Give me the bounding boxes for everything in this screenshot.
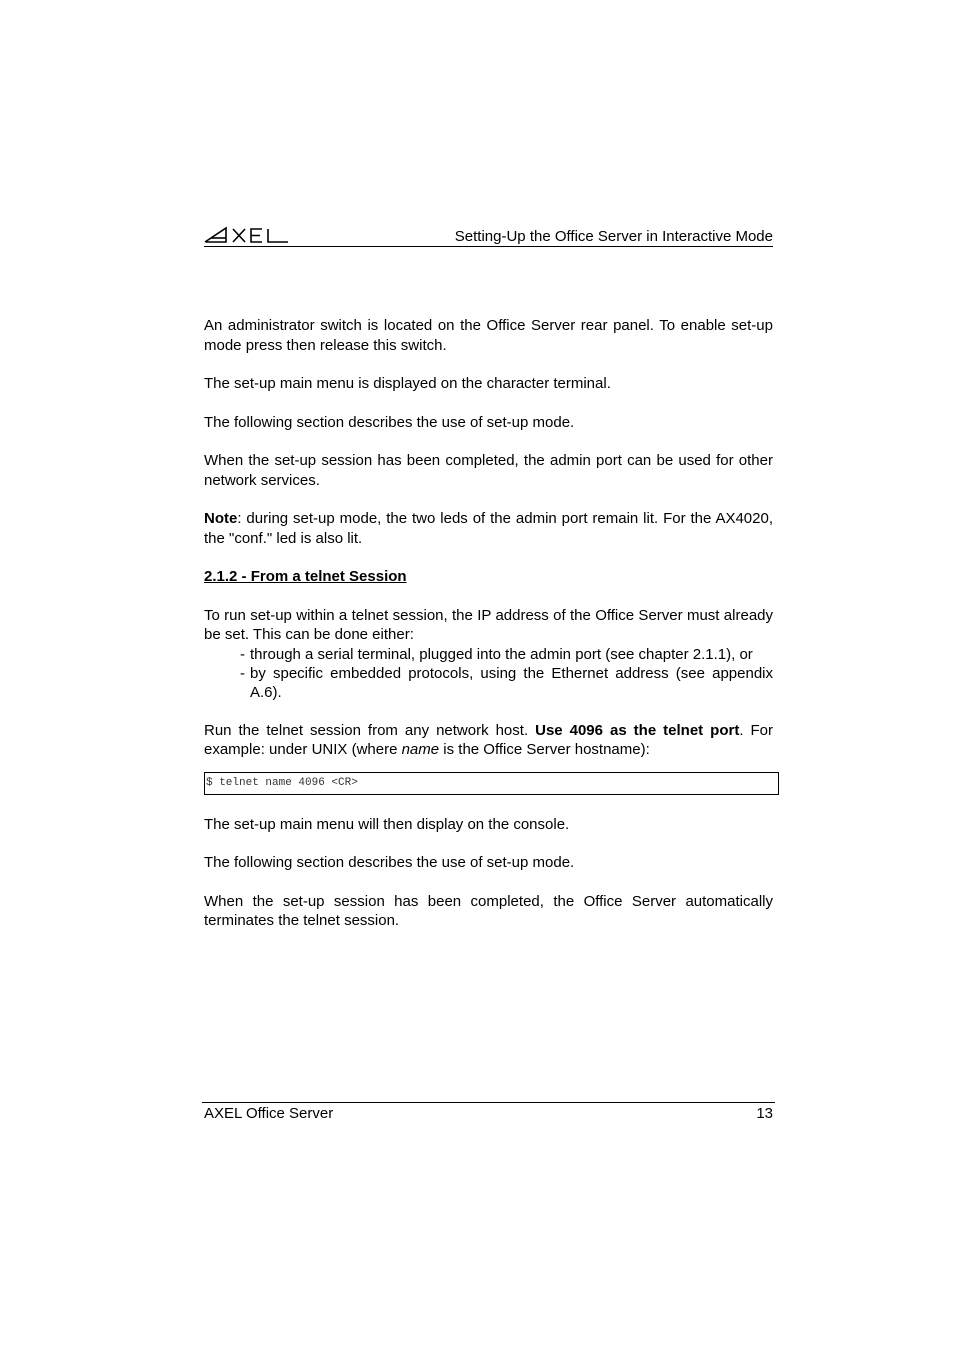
paragraph: The following section describes the use of set-up mode.: [204, 854, 575, 871]
text-run: Run the telnet session from any network host.: [204, 721, 536, 739]
list-item-text: by specific embedded protocols, using the Ethernet address (see appendix A.6).: [250, 664, 773, 701]
list-item: [240, 645, 773, 664]
list-dash: -: [240, 645, 245, 663]
text-run: . For example: under UNIX (where: [204, 721, 773, 758]
code-block: $ telnet name 4096 <CR>: [204, 772, 779, 795]
paragraph: [204, 721, 773, 760]
paragraph: The set-up main menu will then display on the console.: [204, 815, 570, 833]
page-footer: [202, 1102, 775, 1122]
paragraph: When the set-up session has been completed, the admin port can be used for other network services.: [204, 452, 773, 489]
note-paragraph: [204, 509, 773, 548]
section-heading: 2.1.2 - From a telnet Session: [204, 568, 407, 585]
text-run: is the Office Server hostname):: [439, 741, 650, 758]
italic-text: name: [401, 741, 440, 758]
list-dash: -: [240, 664, 245, 682]
note-text: : during set-up mode, the two leds of the admin port remain lit. For the AX4020, the "conf." led is also lit.: [204, 510, 773, 547]
footer-title: AXEL Office Server: [204, 1105, 334, 1122]
list-item-text: through a serial terminal, plugged into the admin port (see chapter 2.1.1), or: [250, 645, 753, 663]
header-title: Setting-Up the Office Server in Interactive Mode: [454, 228, 773, 245]
paragraph: The following section describes the use of set-up mode.: [204, 413, 575, 431]
page-number: 13: [756, 1105, 773, 1122]
paragraph: The set-up main menu is displayed on the character terminal.: [204, 375, 611, 392]
bold-text: Use 4096 as the telnet port: [535, 721, 740, 739]
paragraph: To run set-up within a telnet session, the IP address of the Office Server must already be set. This can be done either:: [204, 606, 773, 643]
page-header: [204, 222, 773, 247]
method-list: [204, 645, 773, 702]
paragraph: An administrator switch is located on the Office Server rear panel. To enable set-up mode press then release this switch.: [204, 317, 773, 354]
note-label: Note: [204, 510, 238, 527]
page-content: [204, 316, 773, 931]
list-item: [240, 664, 773, 702]
axel-logo: [204, 226, 290, 244]
paragraph: When the set-up session has been completed, the Office Server automatically terminates the telnet session.: [204, 892, 773, 929]
